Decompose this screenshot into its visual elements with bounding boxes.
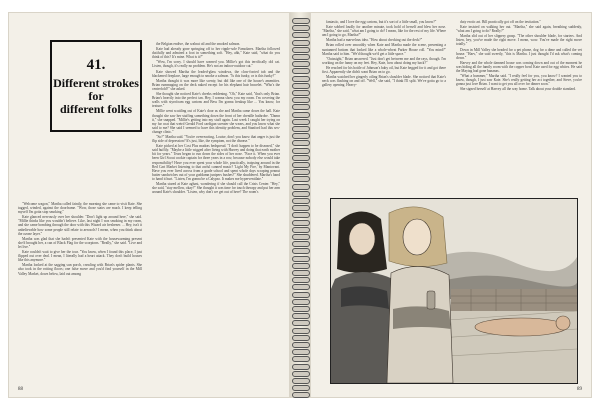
paragraph: fantastic, and I love the egg cartons, but it's sort of a little small, you know?" — [326, 20, 437, 24]
spiral-coil — [292, 277, 310, 283]
spiral-coil — [292, 47, 310, 53]
right-page-column-1 — [322, 20, 446, 188]
paragraph: "So?" Martha said. "You're overreacting, Louise, don't you know that anger is just the flip side of depression? It's just, like, the symptom, not the disease." — [152, 134, 280, 144]
spiral-coil — [292, 90, 310, 96]
spiral-coil — [292, 54, 310, 60]
left-page — [8, 12, 290, 398]
spiral-coil — [292, 263, 310, 269]
spiral-coil — [292, 320, 310, 326]
spiral-coil — [292, 198, 310, 204]
spiral-coil — [292, 356, 310, 362]
page-number-left: 88 — [18, 387, 23, 392]
paragraph: Kate couldn't wait to give her the tour. "You know, when I found this place, I just flipped out over deal. I mean, I literally had a heart attack. They don't build houses like this anymore." — [18, 250, 142, 263]
spiral-coil — [292, 335, 310, 341]
paragraph: Kate showed Martha the leaded-glass windows, the claw-footed tub and the blackened fireplace, large enough to smoke a salmon. "Is this funky, or is this funky?" — [152, 69, 280, 78]
spiral-coil — [292, 371, 310, 377]
paragraph: Millie went scuttling out of Kate's door as she and Martha came down the hall. Kate thought she saw her stuffing something down the front of her chenille bathrobe. "Damn it," she snapped. "Millie's getting into my stuff again. Last week I caught her trying on my fur coat that weird Gerald Ford cardigan sweater she wears, and you know what she said to me? She said I seemed to have this identity problem, and Stanford had this sex-change clinic." — [152, 109, 280, 134]
paragraph: She thought she noticed Kate's cheeks reddening. "Oh," Kate said, "that's only Brian. Brian's heavily into the perfect tan. Hey, I wanna show you my room. I'm covering the walls with styrofoam egg cartons and Bess I'm gonna freakup like ... You know, for texture." — [152, 92, 280, 109]
chapter-number: 41. — [86, 56, 106, 73]
spiral-coil — [292, 227, 310, 233]
spiral-coil — [292, 119, 310, 125]
paragraph: Harvey and the whole damned house was coming down and out of the moment he was hiding all the family room with the copper bowl Kate used for egg whites. He said the Maytag had gone bananas. — [456, 60, 582, 74]
spiral-coil — [292, 248, 310, 254]
spiral-coil — [292, 68, 310, 74]
paragraph: Martha stared at Kate aghast, wondering if she should call the Crisis Center. "Hey," she said, "stay mellow, okay?" She thought it was time for touch therapy and put her arm around Kate's shoulder. "Listen, why don't we get out of here? The room's — [152, 182, 280, 195]
paragraph: the Belgian endive, the walnut oil and the smoked salmon. — [156, 42, 241, 46]
chapter-title-line-3: different folks — [59, 101, 133, 116]
spiral-coil — [292, 176, 310, 182]
paragraph: Kate picked at her Cost Plus madras bedspread. "I don't happen to be diseased," she said huffily. "Maybe a little wigged after living with Harvey and doing that earth mother bit for years." Tears began to run down the sides of her nose. "Face it. When you ever been Girl Scout cookie captain for three years in a row, because nobody else would take responsibility? Have you ever spent your whole life, practically, traipsing around in the Red Cart Market listening to that awful canned music? 'Light My Fire,' by Mantovani. Have you ever lived across from a grade school and spent whole days scraping peanut butter sandwiches out of your goddamn junipers bushes?" She shuddered. Martha's hand to hand it hurt. "Listen, I'm gonna be a Calypso. It makes me hyperventilate." — [152, 144, 280, 181]
spiral-coil — [292, 270, 310, 276]
right-page — [310, 12, 592, 398]
spiral-coil — [292, 61, 310, 67]
spiral-coil — [292, 191, 310, 197]
spiral-coil — [292, 284, 310, 290]
spiral-coil — [292, 241, 310, 247]
spiral-coil — [292, 205, 310, 211]
spiral-coil — [292, 256, 310, 262]
spiral-coil — [292, 155, 310, 161]
spiral-coil — [292, 97, 310, 103]
spiral-coil — [292, 32, 310, 38]
paragraph: Martha watched her gingerly oiling Brian's shoulder blade. She noticed that Kate's neck was flushing on and off. "Well," she said, "I think I'll split. We've gotta go to a gallery opening. Heavy- — [322, 75, 446, 88]
spiral-coil — [292, 306, 310, 312]
spiral-coil — [292, 169, 310, 175]
spiral-coil — [292, 328, 310, 334]
spiral-coil — [292, 133, 310, 139]
right-page-column-2 — [456, 20, 582, 188]
spiral-coil — [292, 212, 310, 218]
paragraph: Martha thought it was more like scenty, but did like one of the house's amenities. Brian rummaging on the deck naked except for his elephant hair bracelet. "Who's the centerfold?" she asked. — [152, 78, 280, 91]
spiral-coil — [292, 234, 310, 240]
paragraph: "Outasight," Brian answered. "Just don't get between me and the rays, though. I'm working on the fanny on my feet. Hey, Kate, how about doing my back?" — [322, 56, 446, 65]
spiral-coil — [292, 378, 310, 384]
paragraph: Brian rolled over smoothly when Kate and Martha made the scene, presenting a suntanned bottom that looked like a whole-wheat Parker House roll. "You mind?" Martha said to him. "We'd thought we'd get a little space." — [322, 43, 446, 56]
spiral-coil — [292, 299, 310, 305]
story-illustration — [330, 198, 578, 384]
paragraph: Martha slid out of her slippery grasp. "The other shoulder blade, for starters. And listen, hey, you've made the right move. I mean, wow. You've made the right move totally." — [456, 34, 582, 47]
paragraph: Martha had a marvelous idea. "How about checking out the deck?" — [326, 38, 423, 43]
spiral-coil — [292, 76, 310, 82]
illustration-drawing — [331, 199, 577, 383]
spiral-coil — [292, 40, 310, 46]
paragraph: Kate insisted on walking her out. "Martha," she said again, breathing suddenly, "what am I going to do? Really?" — [456, 25, 582, 34]
chapter-title — [53, 77, 139, 116]
spiral-coil — [292, 104, 310, 110]
spiral-coil — [292, 349, 310, 355]
paragraph: duty erotic art. Bill practically got off on the invitation." — [460, 20, 541, 24]
spiral-coil — [292, 18, 310, 24]
paragraph: He reached for his bottle of Johnson's baby oil, but Kate begged for it and got there first. Apparently she didn't want Brian on to go. — [322, 65, 446, 75]
spiral-coil — [292, 392, 310, 398]
paragraph: "Wow, I'm sorry. I should have warned you. Millie's got this terrifically old cat. Listen, though, it's really no problem. He's not an indoor-outdoor cat." — [152, 60, 280, 69]
spiral-coil — [292, 162, 310, 168]
spiral-coil — [292, 184, 310, 190]
spiral-coil — [292, 83, 310, 89]
paragraph: Kate had already gone springing off to her ripple-sole Famolares. Martha followed dutifully and admired a foot in something soft. "Hey, ahh," Kate said, "what do you think of this? It's mine. What is it?" — [152, 47, 280, 60]
left-page-column-1 — [18, 202, 142, 382]
paragraph: She signed herself at Harvey all the way home. Talk about your double standard. — [460, 87, 576, 92]
paragraph: Down in Mill Valley she headed for a pet phone, dog for a dime and called the vet house. "Harv," she said sweetly, "this is Martha. I just thought I'd ask what's coming down." — [456, 47, 582, 60]
spiral-coil — [292, 148, 310, 154]
paragraph: Kate glanced nervously over her shoulder. "Don't light up around here," she said. "Millie thinks like you wouldn't believe. Like, last night I was smoking in my room, and she came bombing through the door with this Wizard air freshener. ... Hey, isn't it unbelievable how some people still relate to aerosols? I mean, when you think about the ozone layer." — [18, 215, 142, 236]
spiral-coil — [292, 385, 310, 391]
paragraph: Martha looked at the sagging sun porch, crawling with Brian's spider plants. She also took in the rotting floors; one false move and you'd find yourself in the Mill Valley Market, down below, laid out among — [18, 263, 142, 276]
page-number-right: 89 — [577, 387, 582, 392]
paragraph: "Welcome wagon," Martha called faintly, the morning she came to visit Kate. She tugged, winded, against the doorframe. "Wow, those stairs are much. I keep telling myself I'm gotta stop smoking." — [18, 202, 142, 215]
spiral-coil — [292, 364, 310, 370]
paragraph: "What a bummer," Martha said. "I really feel for you, you know? I wanted you to know, though, I just saw Kate. She's really getting her act together, and Steve, you're gonna just love Brian. I want to get you all over for dinner soon." — [456, 74, 582, 87]
spiral-coil — [292, 112, 310, 118]
paragraph: Martha was glad that she hadn't presented Kate with the housewarming present she'd brought her, a can of Black Flag for the scorpions. "Really," she said. "Live and let live." — [18, 236, 142, 249]
left-page-column-2 — [152, 42, 280, 384]
spiral-coil — [292, 126, 310, 132]
chapter-title-box — [50, 40, 142, 132]
spiral-coil — [292, 342, 310, 348]
spiral-coil — [292, 220, 310, 226]
spiral-coil — [292, 313, 310, 319]
spiral-coil — [292, 292, 310, 298]
chapter-title-line-2: for — [88, 88, 104, 103]
spiral-coil — [292, 140, 310, 146]
chapter-title-line-1: Different strokes — [53, 75, 139, 90]
spiral-coil — [292, 25, 310, 31]
paragraph: Kate sobbed loudly for another minute, took hold of herself and blew her nose. "Martha," she said, "what am I going to do? I mean, like for the rest of my life. Where am I going to go, Martha?" — [322, 25, 446, 38]
